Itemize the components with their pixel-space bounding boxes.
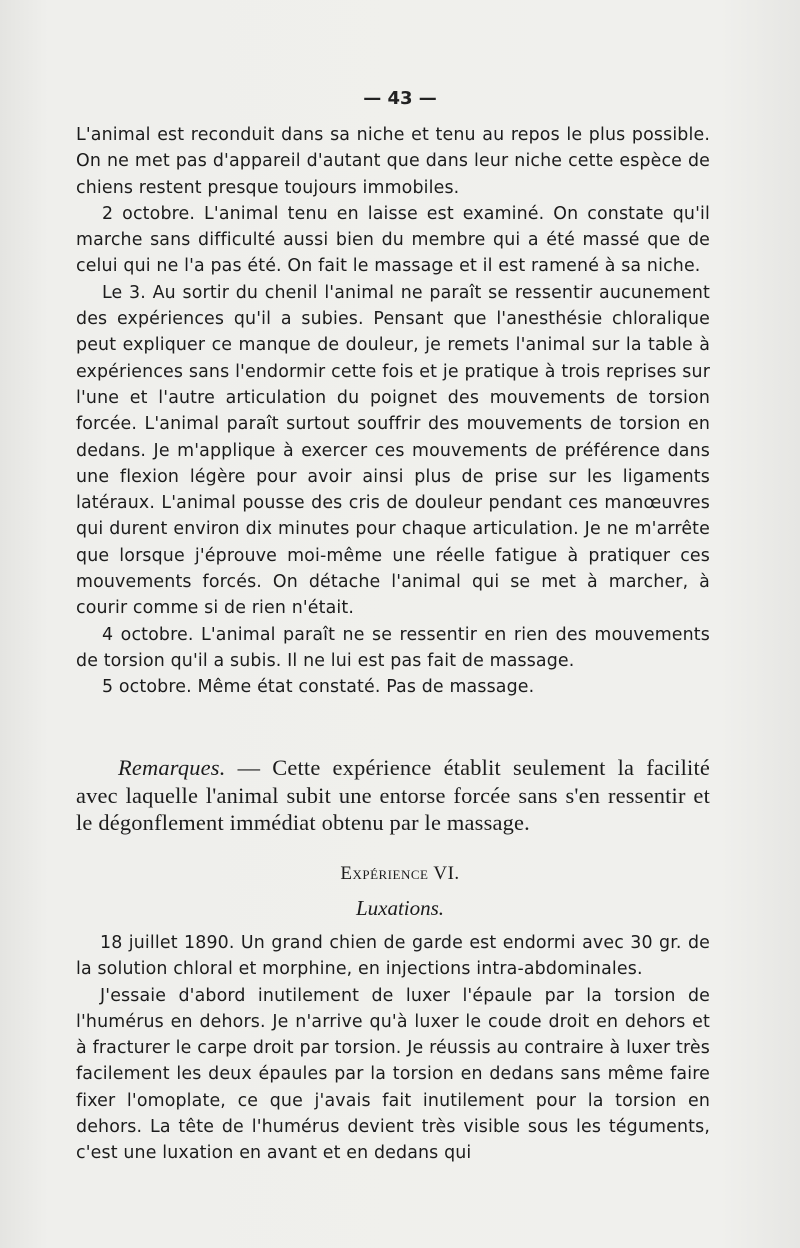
paragraph: 4 octobre. L'animal paraît ne se ressentir en rien des mouvements de torsion qu'il a subis. Il ne lui est pas fait de massage. [76, 624, 710, 671]
experiment-heading: Expérience VI. [340, 863, 460, 884]
body-text-top [76, 122, 710, 701]
paragraph: 18 juillet 1890. Un grand chien de garde est endormi avec 30 gr. de la solution chloral et morphine, en injections intra-abdominales. [76, 933, 710, 980]
paragraph: L'animal est reconduit dans sa niche et tenu au repos le plus possible. On ne met pas d'appareil d'autant que dans leur niche cette espèce de chiens restent presque toujours immobiles. [76, 125, 710, 198]
paragraph: 2 octobre. L'animal tenu en laisse est examiné. On constate qu'il marche sans difficulté aussi bien du membre qui a été massé que de celui qui ne l'a pas été. On fait le massage et il est ramené à sa niche. [76, 203, 710, 277]
remarks-paragraph [76, 754, 710, 837]
experiment-subheading: Luxations. [355, 896, 445, 920]
paragraph: Le 3. Au sortir du chenil l'animal ne paraît se ressentir aucunement des expériences qu'il a subies. Pensant que l'anesthésie chloralique peut expliquer ce manque de douleur, je remets l'animal sur la table à expériences sans l'endormir cette fois et je pratique à trois reprises sur l'une et l'autre articulation du poignet des mouvements de torsion forcée. L'animal paraît surtout souffrir des mouvements de torsion en dedans. Je m'applique à exercer ces mouvements de préférence dans une flexion légère pour avoir ainsi plus de prise sur les ligaments latéraux. L'animal pousse des cris de douleur pendant ces manœuvres qui durent environ dix minutes pour chaque articulation. Je ne m'arrête que lorsque j'éprouve moi-même une réelle fatigue à pratiquer ces mouvements forcés. On détache l'animal qui se met à marcher, à courir comme si de rien n'était. [76, 282, 710, 619]
body-text-bottom [76, 930, 710, 1167]
paragraph: J'essaie d'abord inutilement de luxer l'épaule par la torsion de l'humérus en dehors. Je n'arrive qu'à luxer le coude droit en dehors et à fracturer le carpe droit par torsion. Je réussis au contraire à luxer très facilement les deux épaules par la torsion en dedans sans même faire fixer l'omoplate, ce que j'avais fait inutilement pour la torsion en dehors. La tête de l'humérus devient très visible sous les téguments, c'est une luxation en avant et en dedans qui [76, 985, 710, 1164]
paragraph: 5 octobre. Même état constaté. Pas de massage. [102, 677, 535, 698]
remarks-text: — Cette expérience établit seulement la facilité avec laquelle l'animal subit une entorse forcée sans s'en ressentir et le dégonflement immédiat obtenu par le massage. [76, 755, 710, 835]
remarks-label: Remarques. [118, 755, 226, 780]
page-number: — 43 — [363, 88, 437, 109]
